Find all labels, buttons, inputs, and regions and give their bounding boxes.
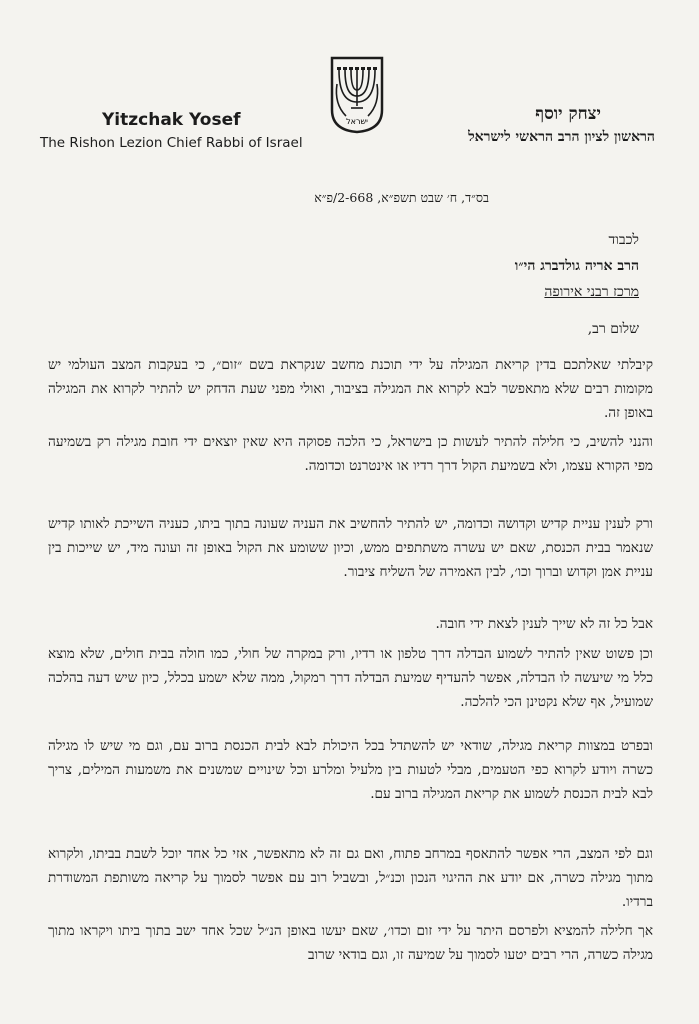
paragraph: וגם לפי המצב, הרי אפשר להתאסף במרחב פתוח, ואם גם זה לא מתאפשר, אזי כל אחד יוכל לשבת בביתו, ולקרוא מתוך מגילה כשרה, אם יודע את ההיגוי הנכון וכנ״ל, ובשביל רוב עם אפשר לסמוך על קריאה משותפת המשודרת ברדיו. <box>48 846 653 910</box>
addressee-salutation: לכבוד <box>608 232 639 248</box>
paragraph: קיבלתי שאלתכם בדין קריאת המגילה על ידי תוכנת מחשב שנקראת בשם ״זום״, כי בעקבות המצב העולמי יש מקומות רבים שלא מתאפשר לבא לקרוא את המגילה בציבור, ואולי מפני שעת הדחק יש להתיר לקרוא את המגילה באופן זה. <box>48 357 653 421</box>
paragraph: ובפרט במצוות קריאת מגילה, שודאי יש להשתדל בכל היכולת לבא לבית הכנסת ברוב עם, וגם מי שיש לו מגילה כשרה ויודע לקרוא כפי הטעמים, מבלי לטעות בין מלעיל ומלרע וכל שינויים שמשנים את משמעות המילים, צריך לבא לבית הכנסת לשמוע את קריאת המגילה ברוב עם. <box>48 738 653 802</box>
english-title: The Rishon Lezion Chief Rabbi of Israel <box>40 135 303 151</box>
hebrew-name: יצחק יוסף <box>535 104 601 124</box>
greeting: שלום רב, <box>587 321 639 337</box>
hebrew-title: הראשון לציון הרב הראשי לישראל <box>468 129 655 145</box>
english-name: Yitzchak Yosef <box>102 110 241 130</box>
paragraph: אך חלילה להמציא ולפרסם היתר על ידי זום וכדו׳, שאם יעשו באופן הנ״ל שכל אחד ישב בתוך ביתו ויקראו מתוך מגילה כשרה, הרי רבים יטעו לסמוך על שמיעה זו, וגם בודאי שרוב <box>48 923 653 963</box>
addressee-name: הרב אריה גולדברג הי״ו <box>514 258 639 274</box>
emblem-label: ישראל <box>346 117 368 126</box>
addressee-organization: מרכז רבני אירופה <box>544 284 639 300</box>
paragraph: אבל כל זה לא שייך לענין לצאת ידי חובה. <box>435 616 653 632</box>
reference-line: בס״ד, ח׳ שבט תשפ״א, 2-668/פ״א <box>314 190 489 205</box>
state-emblem-menorah-icon <box>324 54 390 134</box>
paragraph: והנני להשיב, כי חלילה להתיר לעשות כן בישראל, כי הלכה פסוקה היא שאין יוצאים ידי חובת מגילה רק בשמיעה מפי הקורא עצמו, ולא בשמיעת הקול דרך רדיו או אינטרנט וכדומה. <box>48 434 653 474</box>
paragraph: וכן פשוט שאין להתיר לשמוע הבדלה דרך טלפון או רדיו, ורק במקרה של חולי, כמו חולה בבית חולים, שלא מוצא כלל מי שיעשה לו הבדלה, אפשר להעדיף שמיעת הבדלה דרך רמקול, ממה שלא ישמע בכלל, כיון שיש דעה בהלכה שמועיל, אף שלא נקטינן הכי להלכה. <box>48 646 653 710</box>
paragraph: ורק לענין עניית קדיש וקדושה וכדומה, יש להתיר להחשיב את העניה שעונה בתוך ביתו, כעניה השייכת לאותו קדיש שנאמר בבית הכנסת, שאם יש עשרה משתתפים ממש, וכיון ששומע את הקול באופן זה ועונה מיד, יש שייכות בין עניית אמן וקדוש וברוך וכו׳, לבין האמירה של השליח ציבור. <box>48 516 653 580</box>
